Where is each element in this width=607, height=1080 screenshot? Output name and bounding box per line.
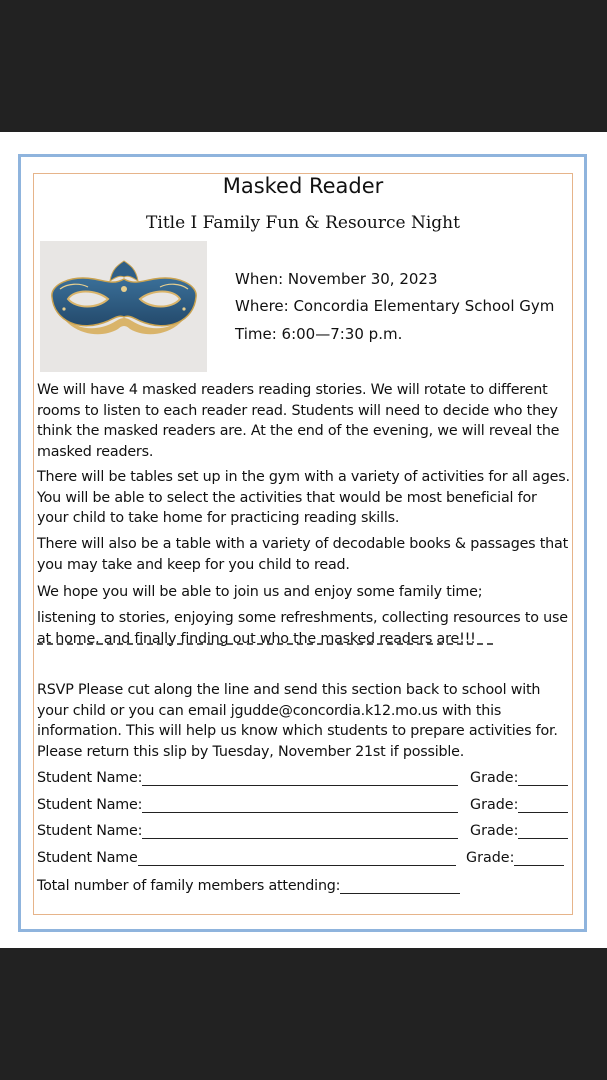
- paragraph-activities: listening to stories, enjoying some refreshments, collecting resources to use at home, and finally finding out who the masked readers are!!!: [37, 610, 568, 647]
- cut-line: [37, 643, 493, 645]
- paragraph-hope: We hope you will be able to join us and enjoy some family time;: [37, 584, 483, 600]
- student-row-1: [37, 770, 458, 786]
- event-when: When: November 30, 2023: [235, 270, 438, 288]
- flyer-title: Masked Reader: [222, 174, 384, 198]
- mask-image: [40, 241, 207, 372]
- grade-blank[interactable]: [518, 824, 568, 839]
- event-where: Where: Concordia Elementary School Gym: [235, 297, 555, 315]
- student-name-blank[interactable]: [142, 824, 458, 839]
- student-row-4: [37, 850, 456, 866]
- student-label: Student Name:: [37, 770, 143, 786]
- grade-blank[interactable]: [514, 851, 564, 866]
- paragraph-tables: There will be tables set up in the gym with a variety of activities for all ages. You will be able to select the activities that would be most beneficial for your child to take home for practicing reading skills.: [37, 469, 570, 526]
- paragraph-readers: We will have 4 masked readers reading stories. We will rotate to different rooms to listen to each reader read. Students will need to decide who they think the masked readers are. At the end of the evening, we will reveal the masked readers.: [37, 382, 560, 460]
- flyer-subtitle: Title I Family Fun & Resource Night: [146, 213, 460, 233]
- grade-label: Grade:: [470, 797, 519, 813]
- rsvp-text: RSVP Please cut along the line and send this section back to school with your child or you can email jgudde@concordia.k12.mo.us with this information. This will help us know which students to prepare activities for. Please return this slip by Tuesday, November 21st if possible.: [37, 682, 558, 760]
- student-label: Student Name:: [37, 823, 143, 839]
- grade-label: Grade:: [470, 823, 519, 839]
- grade-row-1: [470, 770, 568, 786]
- family-total-label: Total number of family members attending:: [37, 878, 341, 894]
- grade-label: Grade:: [466, 850, 515, 866]
- grade-blank[interactable]: [518, 798, 568, 813]
- student-row-2: [37, 797, 458, 813]
- grade-row-2: [470, 797, 568, 813]
- grade-row-3: [470, 823, 568, 839]
- family-total-blank[interactable]: [340, 879, 460, 894]
- student-name-blank[interactable]: [138, 851, 456, 866]
- paragraph-books: There will also be a table with a variety of decodable books & passages that you may take and keep for you child to read.: [37, 536, 569, 573]
- inner-border: [33, 173, 573, 915]
- student-row-3: [37, 823, 458, 839]
- student-label: Student Name: [37, 850, 138, 866]
- event-time: Time: 6:00—7:30 p.m.: [235, 325, 403, 343]
- family-total-row: [37, 878, 460, 894]
- mask-icon: [40, 241, 207, 372]
- grade-row-4: [466, 850, 564, 866]
- flyer-page: [0, 132, 607, 948]
- student-label: Student Name:: [37, 797, 143, 813]
- student-name-blank[interactable]: [142, 771, 458, 786]
- grade-label: Grade:: [470, 770, 519, 786]
- outer-border: [18, 154, 587, 932]
- student-name-blank[interactable]: [142, 798, 458, 813]
- grade-blank[interactable]: [518, 771, 568, 786]
